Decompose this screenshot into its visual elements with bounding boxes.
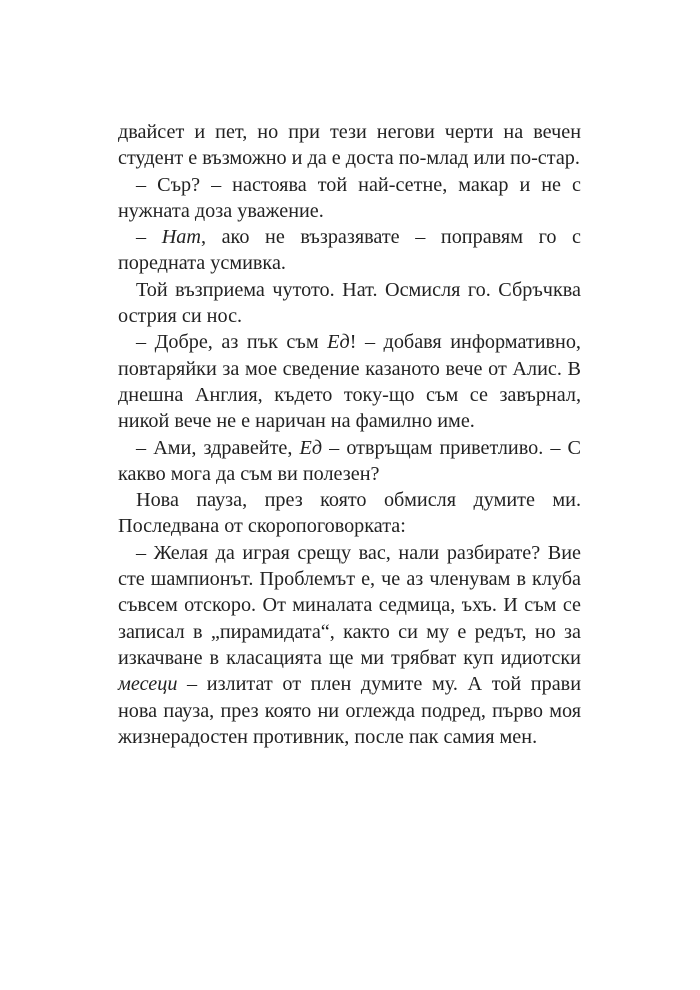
text-run: Той възприема чутото. Нат. Осмисля го. Сбръчква острия си нос. <box>118 278 581 328</box>
text-run: двайсет и пет, но при тези негови черти на вечен студент е възможно и да е доста по-млад или по-стар. <box>118 121 581 170</box>
text-run: Нова пауза, през която обмисля думите ми. Последвана от скоропоговорката: <box>118 489 581 538</box>
italic-text: Нат <box>161 226 201 249</box>
paragraph <box>118 540 581 750</box>
paragraph <box>118 435 581 488</box>
text-run: – Сър? – настоява той най-сетне, макар и не с нужната доза уважение. <box>118 173 581 222</box>
paragraph <box>118 329 581 434</box>
page-text <box>118 119 581 750</box>
text-run: , ако не възразявате – поправям го с поредната усмивка. <box>118 226 581 275</box>
paragraph <box>118 172 581 225</box>
text-run: – Ами, здравейте, <box>136 436 300 459</box>
paragraph <box>118 224 581 277</box>
text-run: ! – добавя информативно, повтаряйки за мое сведение казаното вече от Алис. В днешна Англия, където току-що съм се завърнал, никой вече не е наричан на фамилно име. <box>118 331 581 433</box>
paragraph <box>118 119 581 172</box>
paragraph <box>118 277 581 330</box>
text-run: – Добре, аз пък съм <box>136 331 328 354</box>
paragraph <box>118 487 581 540</box>
italic-text: месеци <box>118 673 178 696</box>
text-run: – <box>136 226 162 249</box>
text-run: – отвръщам приветливо. – С какво мога да съм ви полезен? <box>118 436 581 485</box>
italic-text: Ед <box>299 436 323 459</box>
text-run: – излитат от плен думите му. А той прави нова пауза, през която ни оглежда подред, първо моя жизнерадостен противник, после пак самия мен. <box>118 673 581 748</box>
text-run: – Желая да играя срещу вас, нали разбирате? Вие сте шампионът. Проблемът е, че аз членувам в клуба съвсем отскоро. От миналата седмица, ъхъ. И съм се записал в „пирамидата“, както си му е редът, но за изкачване в класацията ще ми трябват куп идиотски <box>118 541 581 669</box>
italic-text: Ед <box>327 331 350 354</box>
